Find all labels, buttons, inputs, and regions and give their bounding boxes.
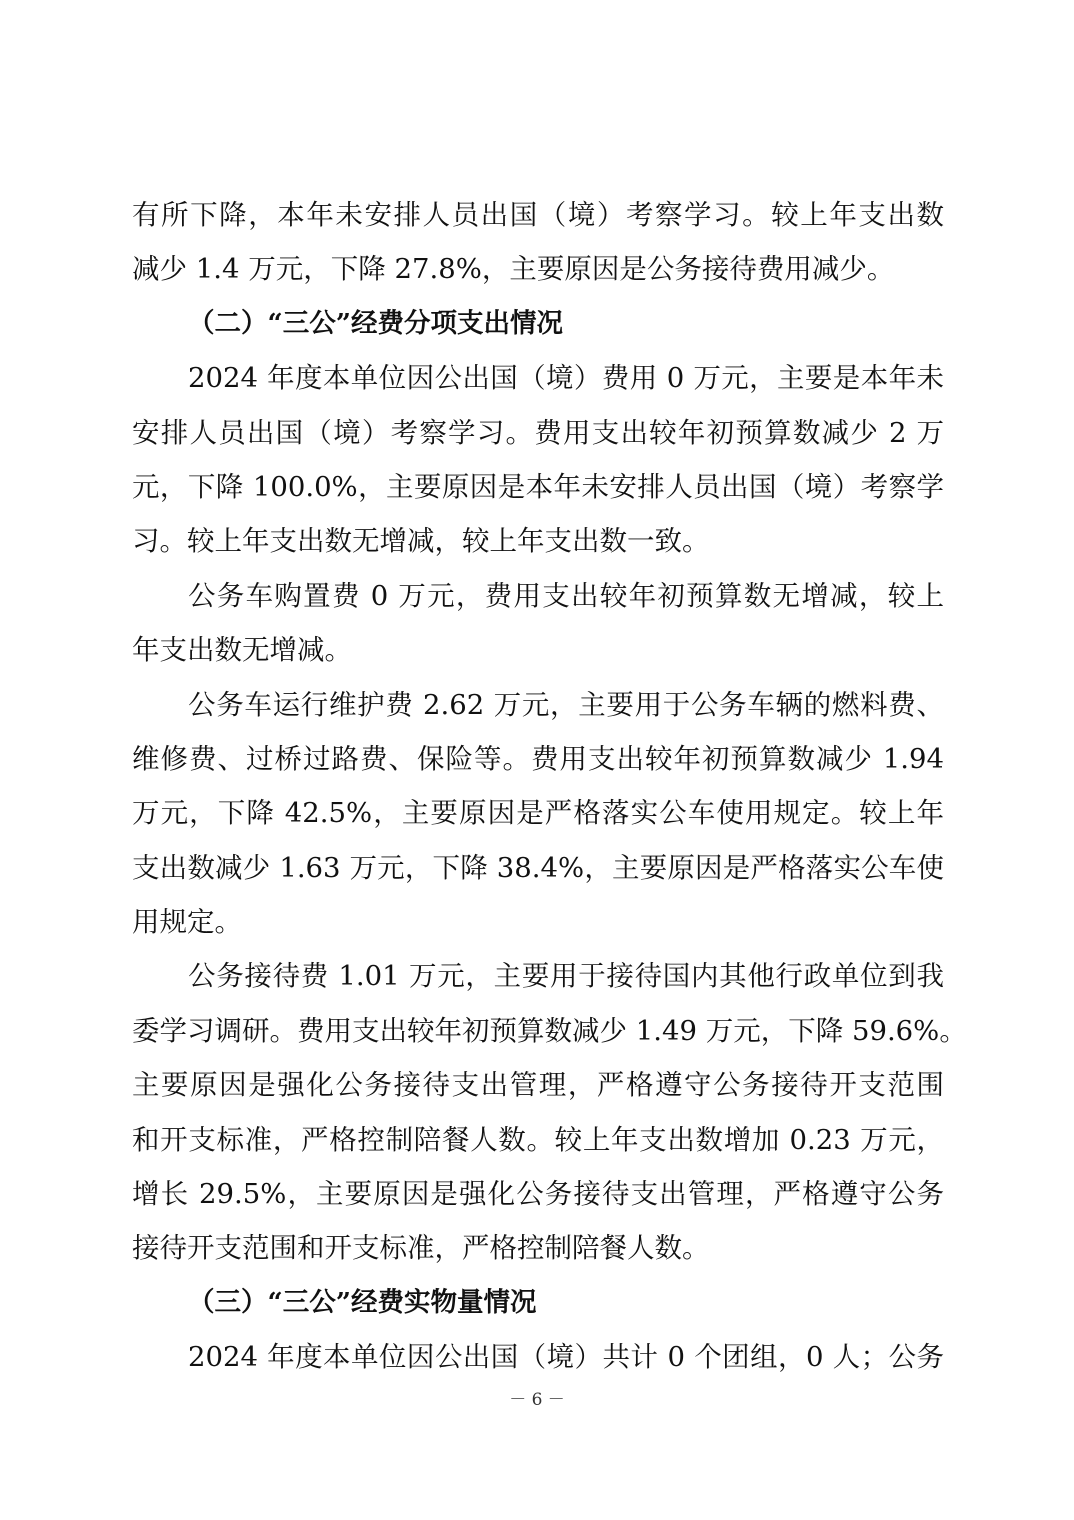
text-line: 主要原因是强化公务接待支出管理，严格遵守公务接待开支范围 [132, 1069, 944, 1102]
section-heading: （二）“三公”经费分项支出情况 [188, 307, 563, 339]
text-line: 减少 1.4 万元，下降 27.8%，主要原因是公务接待费用减少。 [132, 253, 895, 286]
text-line: 用规定。 [132, 906, 242, 939]
text-line: 和开支标准，严格控制陪餐人数。较上年支出数增加 0.23 万元， [132, 1123, 944, 1156]
paragraph-first-line: 公务车购置费 0 万元，费用支出较年初预算数无增减，较上 [188, 579, 944, 612]
paragraph-first-line: 2024 年度本单位因公出国（境）共计 0 个团组，0 人；公务 [188, 1341, 944, 1374]
text-line: 维修费、过桥过路费、保险等。费用支出较年初预算数减少 1.94 [132, 742, 944, 775]
page-number: － 6 － [509, 1390, 565, 1410]
text-line: 习。较上年支出数无增减，较上年支出数一致。 [132, 525, 710, 558]
text-line: 增长 29.5%，主要原因是强化公务接待支出管理，严格遵守公务 [132, 1178, 944, 1211]
text-line: 万元，下降 42.5%，主要原因是严格落实公车使用规定。较上年 [132, 797, 944, 830]
paragraph-first-line: 公务接待费 1.01 万元，主要用于接待国内其他行政单位到我 [188, 960, 944, 993]
section-heading: （三）“三公”经费实物量情况 [188, 1286, 537, 1318]
text-line: 接待开支范围和开支标准，严格控制陪餐人数。 [132, 1232, 710, 1265]
text-line: 有所下降，本年未安排人员出国（境）考察学习。较上年支出数 [132, 199, 944, 231]
text-line: 委学习调研。费用支出较年初预算数减少 1.49 万元，下降 59.6%。 [132, 1014, 967, 1047]
text-line: 元，下降 100.0%，主要原因是本年未安排人员出国（境）考察学 [132, 470, 944, 503]
paragraph-first-line: 公务车运行维护费 2.62 万元，主要用于公务车辆的燃料费、 [188, 688, 944, 721]
document-body [132, 188, 967, 1385]
text-line: 安排人员出国（境）考察学习。费用支出较年初预算数减少 2 万 [132, 416, 944, 449]
text-line: 年支出数无增减。 [132, 634, 352, 667]
paragraph-first-line: 2024 年度本单位因公出国（境）费用 0 万元，主要是本年未 [188, 362, 944, 395]
text-line: 支出数减少 1.63 万元，下降 38.4%，主要原因是严格落实公车使 [132, 851, 944, 884]
